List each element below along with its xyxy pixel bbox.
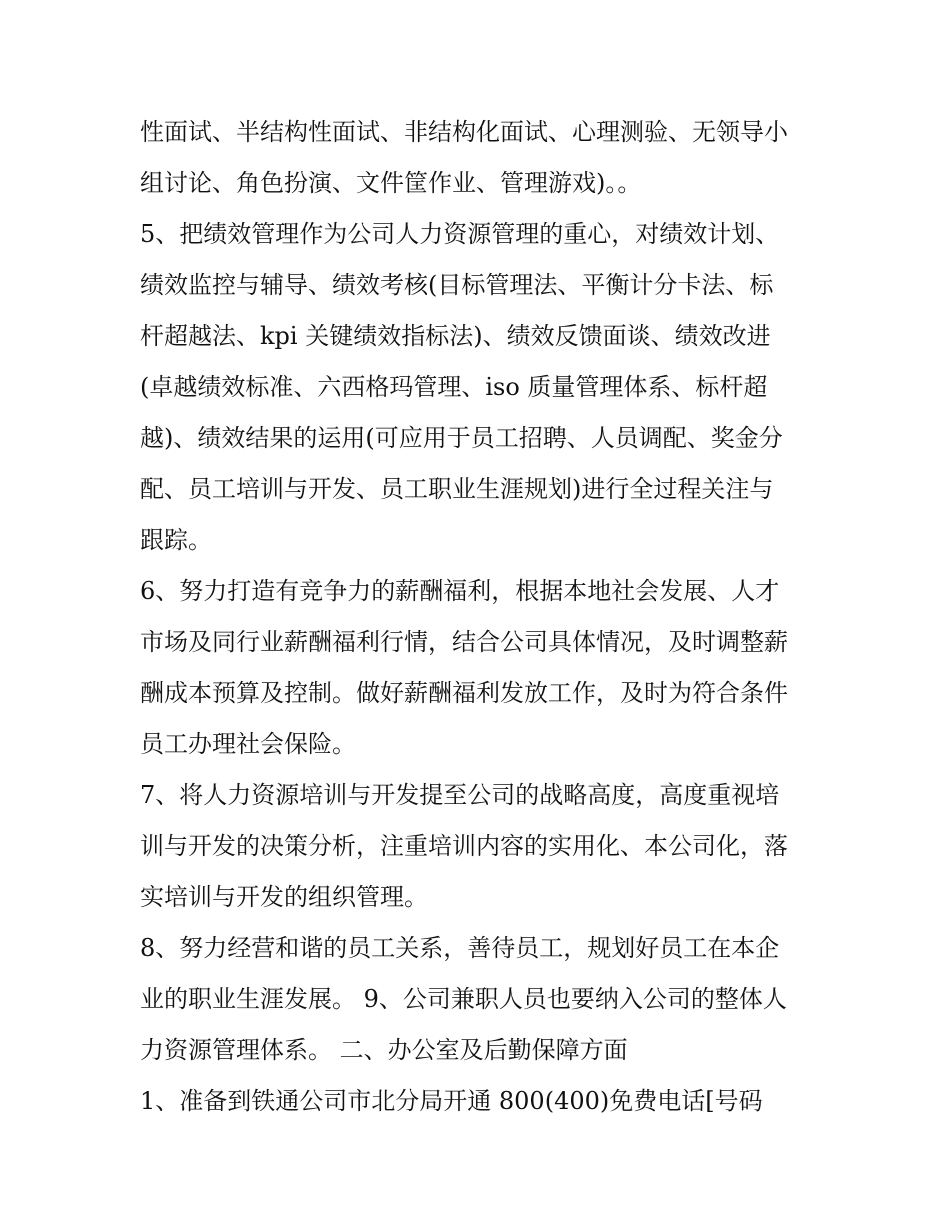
text-line: 绩效监控与辅导、绩效考核(目标管理法、平衡计分卡法、标 <box>140 271 774 299</box>
text-line: 5、把绩效管理作为公司人力资源管理的重心，对绩效计划、 <box>140 220 780 248</box>
text-line: (卓越绩效标准、六西格玛管理、iso 质量管理体系、标杆超 <box>140 373 768 401</box>
text-line: 力资源管理体系。 二、办公室及后勤保障方面 <box>140 1036 628 1064</box>
text-line: 训与开发的决策分析，注重培训内容的实用化、本公司化，落 <box>140 832 788 860</box>
text-line: 7、将人力资源培训与开发提至公司的战略高度，高度重视培 <box>140 781 780 809</box>
text-line: 杆超越法、kpi 关键绩效指标法)、绩效反馈面谈、绩效改进 <box>140 322 771 350</box>
text-line: 6、努力打造有竞争力的薪酬福利，根据本地社会发展、人才 <box>140 577 780 605</box>
document-body <box>140 107 830 1127</box>
text-line: 越)、绩效结果的运用(可应用于员工招聘、人员调配、奖金分 <box>140 424 783 452</box>
text-line: 配、员工培训与开发、员工职业生涯规划)进行全过程关注与 <box>140 475 774 503</box>
text-line: 业的职业生涯发展。 9、公司兼职人员也要纳入公司的整体人 <box>140 985 787 1013</box>
text-line: 性面试、半结构性面试、非结构化面试、心理测验、无领导小 <box>140 118 788 146</box>
text-line: 实培训与开发的组织管理。 <box>140 883 428 911</box>
text-line: 酬成本预算及控制。做好薪酬福利发放工作，及时为符合条件 <box>140 679 788 707</box>
text-line: 8、努力经营和谐的员工关系，善待员工，规划好员工在本企 <box>140 934 780 962</box>
text-line: 1、准备到铁通公司市北分局开通 800(400)免费电话[号码 <box>140 1087 763 1115</box>
text-line: 员工办理社会保险。 <box>140 730 356 758</box>
text-line: 跟踪。 <box>140 526 212 554</box>
text-line: 市场及同行业薪酬福利行情，结合公司具体情况，及时调整薪 <box>140 628 788 656</box>
text-line: 组讨论、角色扮演、文件筐作业、管理游戏)。。 <box>140 169 642 197</box>
